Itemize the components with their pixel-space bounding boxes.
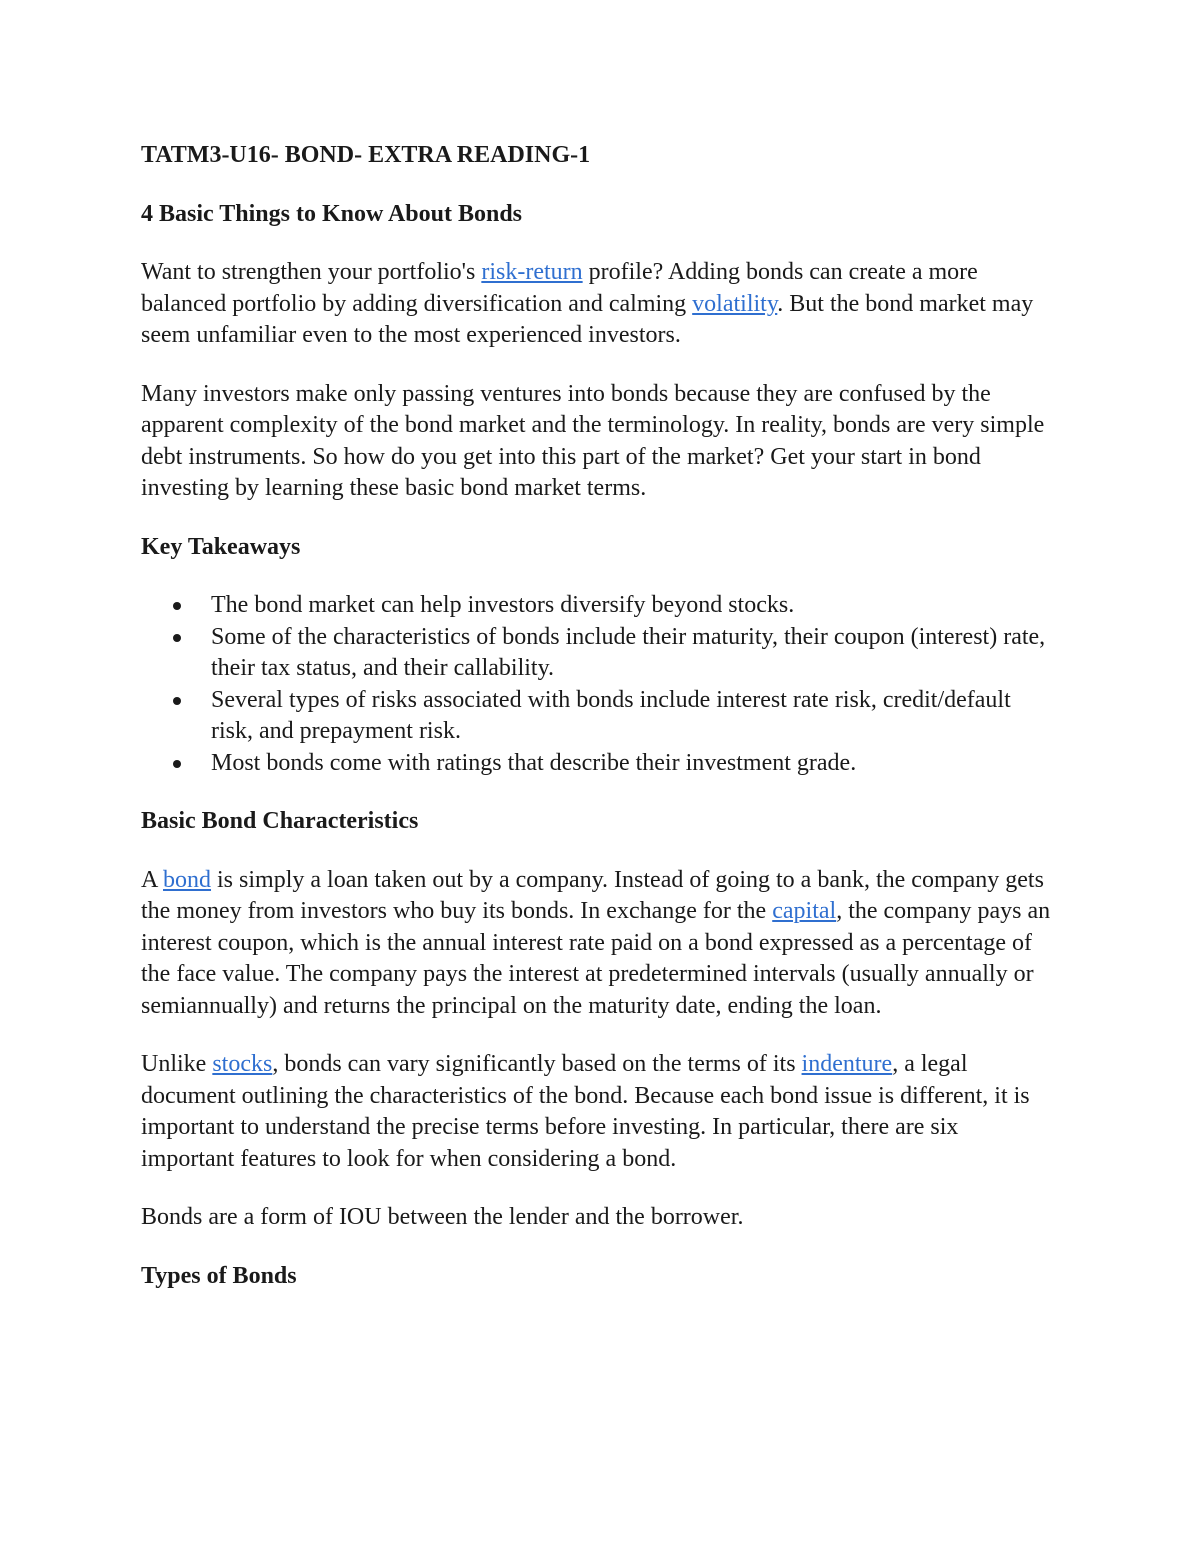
types-of-bonds-heading: Types of Bonds bbox=[141, 1262, 297, 1289]
document-title: TATM3-U16- BOND- EXTRA READING-1 bbox=[141, 142, 591, 168]
intro-paragraph-2: Many investors make only passing ventures into bonds because they are confused by the apparent complexity of the bond market and the terminology. In reality, bonds are very simple debt instruments. So how do you get into this part of the market? Get your start in bond investing by learning these basic bond market terms. bbox=[141, 380, 1045, 501]
takeaway-item: Most bonds come with ratings that describe their investment grade. bbox=[211, 748, 1051, 780]
key-takeaways-list bbox=[141, 590, 1051, 779]
intro-text-b: profile? Adding bonds can create a more balanced portfolio by adding diversification and calming bbox=[141, 259, 978, 317]
volatility-link[interactable]: volatility bbox=[692, 290, 778, 317]
document-page bbox=[141, 140, 1051, 1319]
risk-return-link[interactable]: risk-return bbox=[481, 259, 583, 285]
key-takeaways-heading: Key Takeaways bbox=[141, 533, 301, 560]
characteristics-paragraph-2 bbox=[141, 1049, 1051, 1175]
char-text-c: , the company pays an interest coupon, which is the annual interest rate paid on a bond expressed as a percentage of the face value. The company pays the interest at predetermined intervals (usually annually or semiannually) and returns the principal on the maturity date, ending the loan. bbox=[141, 898, 1051, 1019]
article-title: 4 Basic Things to Know About Bonds bbox=[141, 200, 523, 227]
characteristics-paragraph-1 bbox=[141, 865, 1051, 1023]
stocks-link[interactable]: stocks bbox=[212, 1051, 273, 1077]
intro-text-a: Want to strengthen your portfolio's bbox=[141, 259, 482, 285]
intro-text-c: . But the bond market may seem unfamiliar even to the most experienced investors. bbox=[141, 290, 1034, 348]
intro-paragraph-1 bbox=[141, 257, 1051, 352]
char2-text-a: Unlike bbox=[141, 1051, 213, 1077]
char-text-b: is simply a loan taken out by a company. Instead of going to a bank, the company gets the money from investors who buy its bonds. In exchange for the bbox=[141, 866, 1044, 924]
takeaway-item: Several types of risks associated with bonds include interest rate risk, credit/default risk, and prepayment risk. bbox=[211, 685, 1051, 748]
capital-link[interactable]: capital bbox=[772, 898, 837, 924]
indenture-link[interactable]: indenture bbox=[801, 1051, 893, 1077]
takeaway-item: The bond market can help investors diversify beyond stocks. bbox=[211, 590, 1051, 622]
takeaway-item: Some of the characteristics of bonds include their maturity, their coupon (interest) rate, their tax status, and their callability. bbox=[211, 622, 1051, 685]
char2-text-b: , bonds can vary significantly based on the terms of its bbox=[272, 1051, 802, 1077]
char2-text-c: , a legal document outlining the characteristics of the bond. Because each bond issue is different, it is important to understand the precise terms before investing. In particular, there are six important features to look for when considering a bond. bbox=[141, 1051, 1030, 1172]
basic-characteristics-heading: Basic Bond Characteristics bbox=[141, 808, 419, 834]
characteristics-paragraph-3: Bonds are a form of IOU between the lender and the borrower. bbox=[141, 1204, 744, 1230]
bond-link[interactable]: bond bbox=[163, 866, 212, 893]
char-text-a: A bbox=[141, 866, 164, 893]
